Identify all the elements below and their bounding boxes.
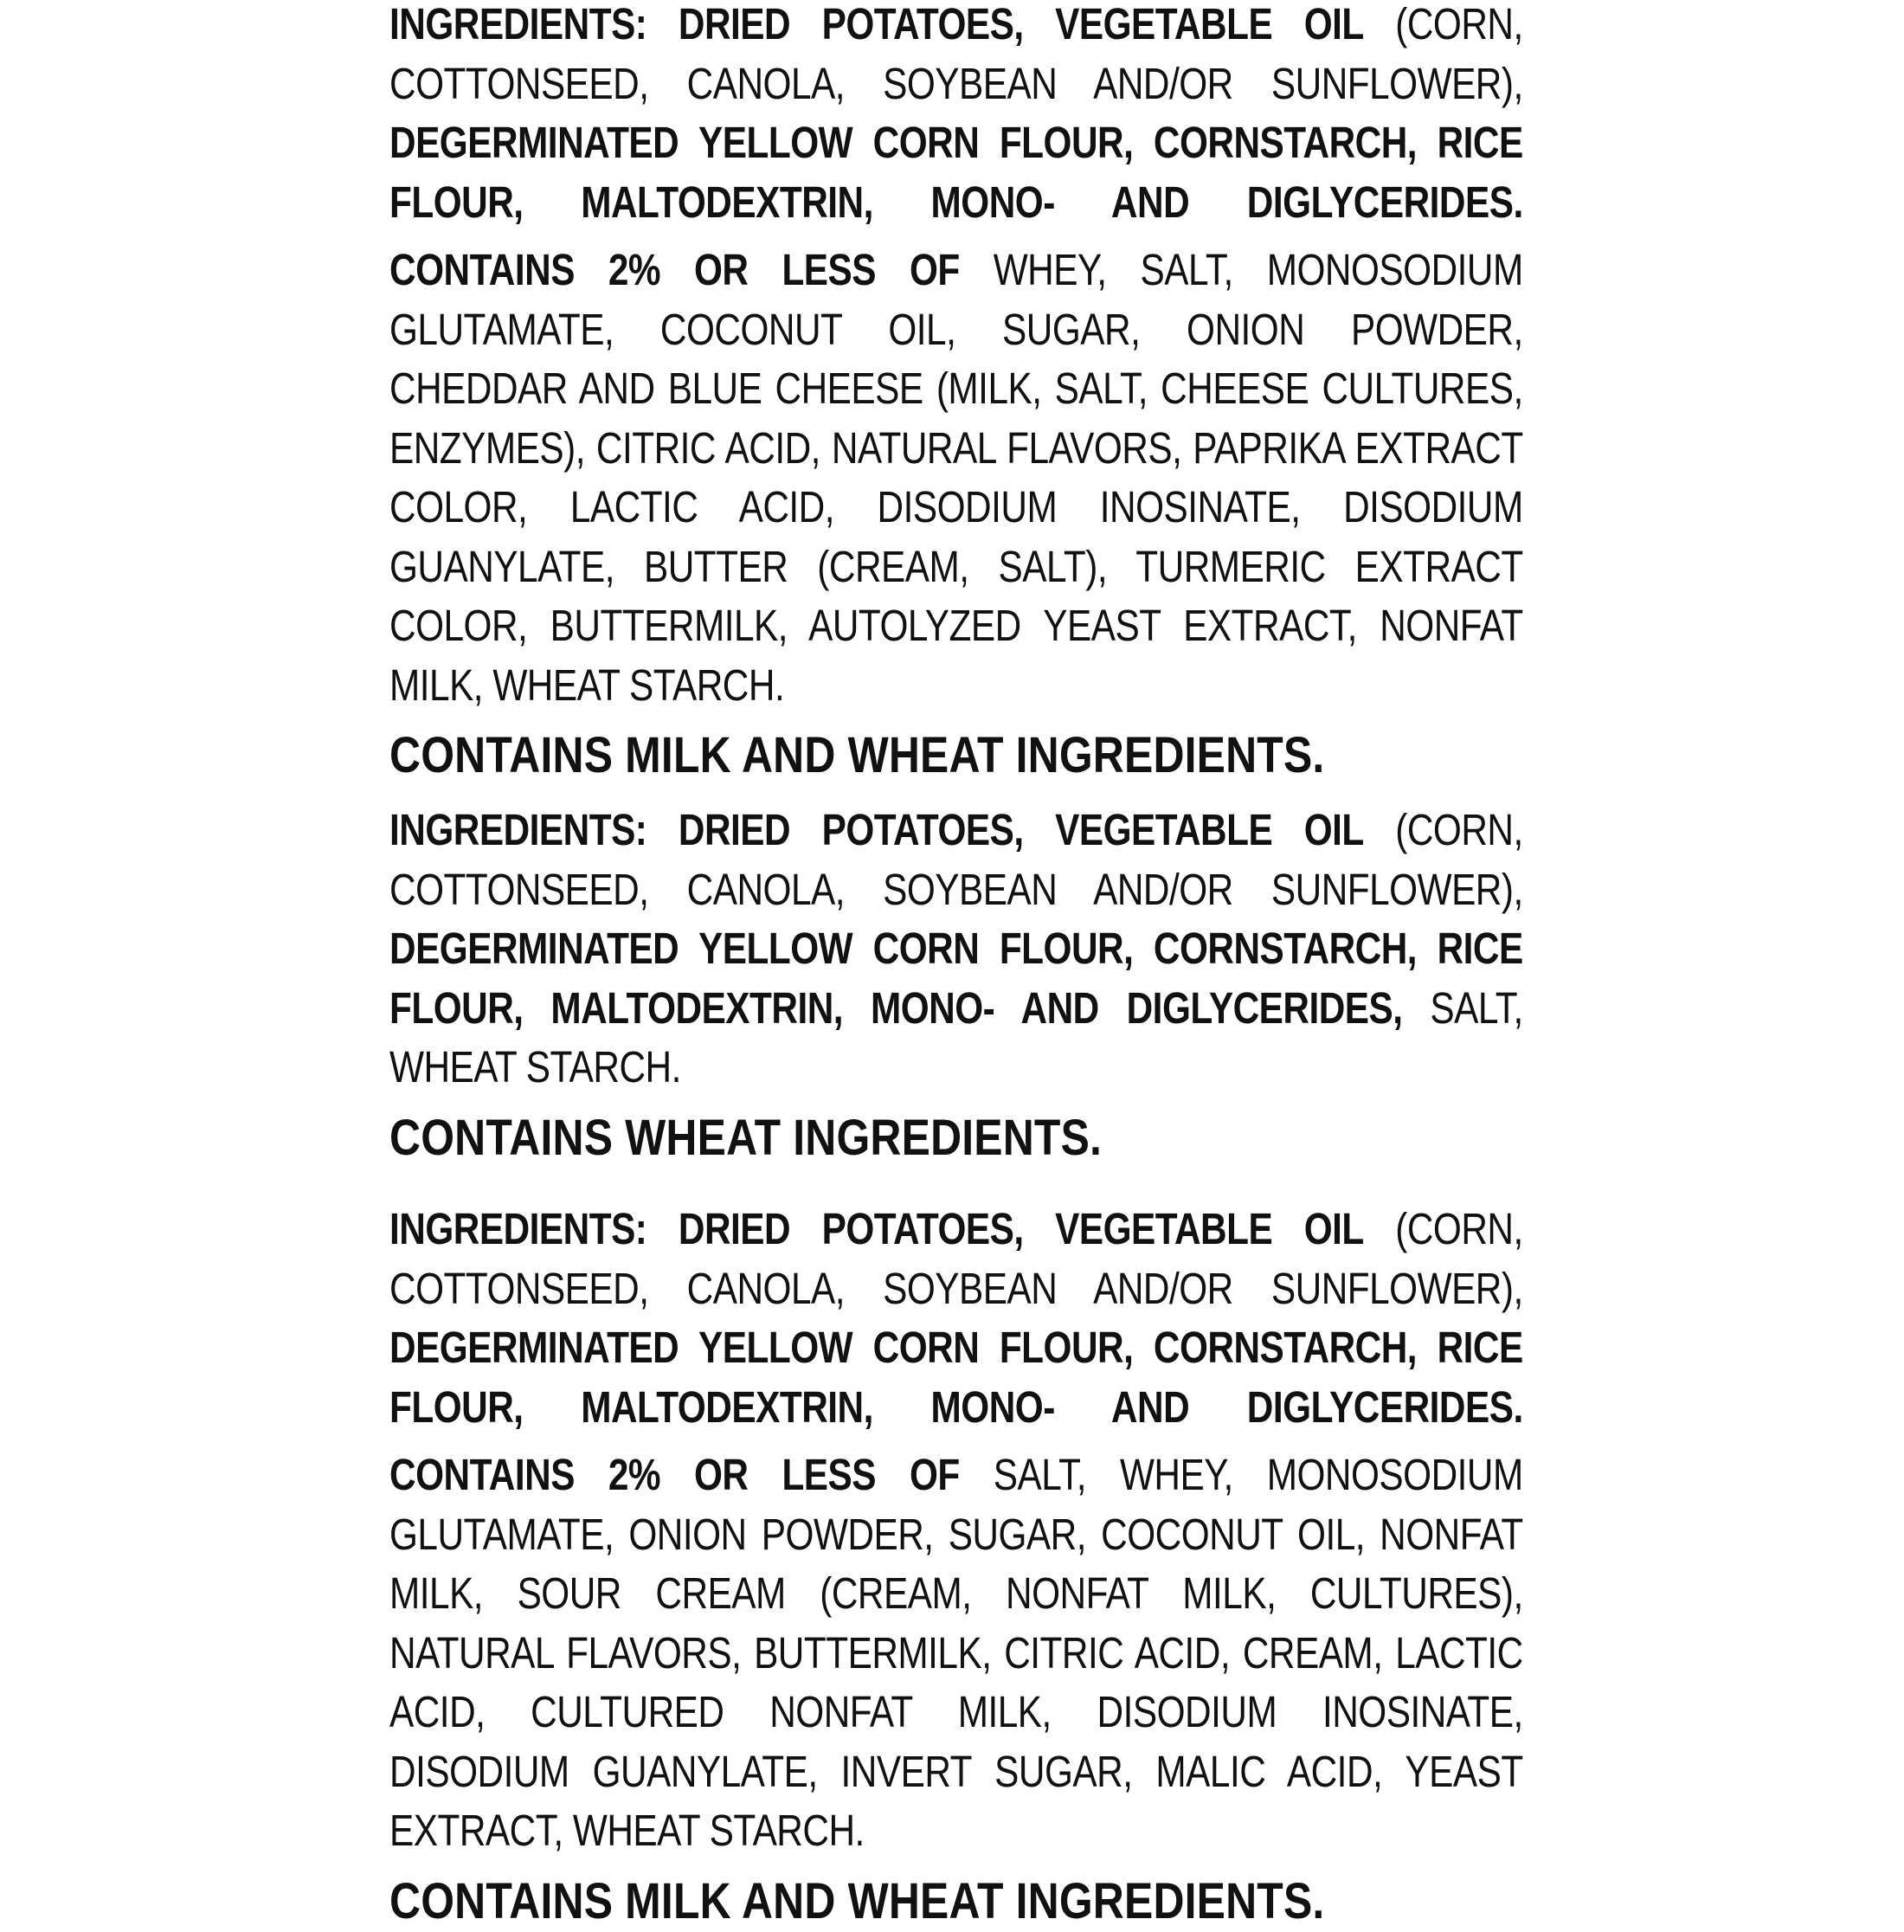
oil-types: (CORN, COTTONSEED, CANOLA, SOYBEAN AND/OR SUNFLOWER), [389,1204,1523,1313]
secondary-ingredients: DEGERMINATED YELLOW CORN FLOUR, CORNSTARCH, RICE FLOUR, MALTODEXTRIN, MONO- AND DIGLYCERIDES, [389,924,1523,1033]
contains-less-label: CONTAINS 2% OR LESS OF [389,245,960,294]
ingredients-label: INGREDIENTS: [389,0,647,48]
secondary-ingredients: DEGERMINATED YELLOW CORN FLOUR, CORNSTARCH, RICE FLOUR, MALTODEXTRIN, MONO- AND DIGLYCERIDES. [389,1323,1523,1432]
primary-ingredients: DRIED POTATOES, VEGETABLE OIL [678,0,1364,48]
allergen-statement: CONTAINS MILK AND WHEAT INGREDIENTS. [389,727,1325,783]
minor-ingredients: SALT, WHEY, MONOSODIUM GLUTAMATE, ONION POWDER, SUGAR, COCONUT OIL, NONFAT MILK, SOUR CREAM (CREAM, NONFAT MILK, CULTURES), NATURAL FLAVORS, BUTTERMILK, CITRIC ACID, CREAM, LACTIC ACID, CULTURED NONFAT MILK, DISODIUM INOSINATE, DISODIUM GUANYLATE, INVERT SUGAR, MALIC ACID, YEAST EXTRACT, WHEAT STARCH. [389,1450,1523,1855]
primary-ingredients: DRIED POTATOES, VEGETABLE OIL [678,1204,1364,1253]
allergen-statement: CONTAINS WHEAT INGREDIENTS. [389,1109,1103,1166]
oil-types: (CORN, COTTONSEED, CANOLA, SOYBEAN AND/OR SUNFLOWER), [389,0,1523,108]
ingredients-paragraph [389,1200,1523,1437]
contains-less-label: CONTAINS 2% OR LESS OF [389,1450,960,1499]
trailing-ingredients: SALT, WHEAT STARCH. [389,982,1523,1092]
ingredients-panel-1 [389,0,1523,786]
allergen-statement: CONTAINS MILK AND WHEAT INGREDIENTS. [389,1872,1325,1929]
oil-types: (CORN, COTTONSEED, CANOLA, SOYBEAN AND/OR SUNFLOWER), [389,805,1523,914]
primary-ingredients: DRIED POTATOES, VEGETABLE OIL [678,805,1364,854]
ingredients-label: INGREDIENTS: [389,1204,647,1253]
ingredients-paragraph [389,801,1523,1098]
ingredients-panel-3 [389,1200,1523,1932]
minor-ingredients: WHEY, SALT, MONOSODIUM GLUTAMATE, COCONUT OIL, SUGAR, ONION POWDER, CHEDDAR AND BLUE CHEESE (MILK, SALT, CHEESE CULTURES, ENZYMES), CITRIC ACID, NATURAL FLAVORS, PAPRIKA EXTRACT COLOR, LACTIC ACID, DISODIUM INOSINATE, DISODIUM GUANYLATE, BUTTER (CREAM, SALT), TURMERIC EXTRACT COLOR, BUTTERMILK, AUTOLYZED YEAST EXTRACT, NONFAT MILK, WHEAT STARCH. [389,245,1523,710]
ingredients-paragraph [389,0,1523,232]
minor-ingredients-paragraph [389,241,1523,715]
ingredients-panel-2 [389,801,1523,1169]
minor-ingredients-paragraph [389,1446,1523,1861]
ingredients-label: INGREDIENTS: [389,805,647,854]
secondary-ingredients: DEGERMINATED YELLOW CORN FLOUR, CORNSTARCH, RICE FLOUR, MALTODEXTRIN, MONO- AND DIGLYCERIDES. [389,118,1523,227]
